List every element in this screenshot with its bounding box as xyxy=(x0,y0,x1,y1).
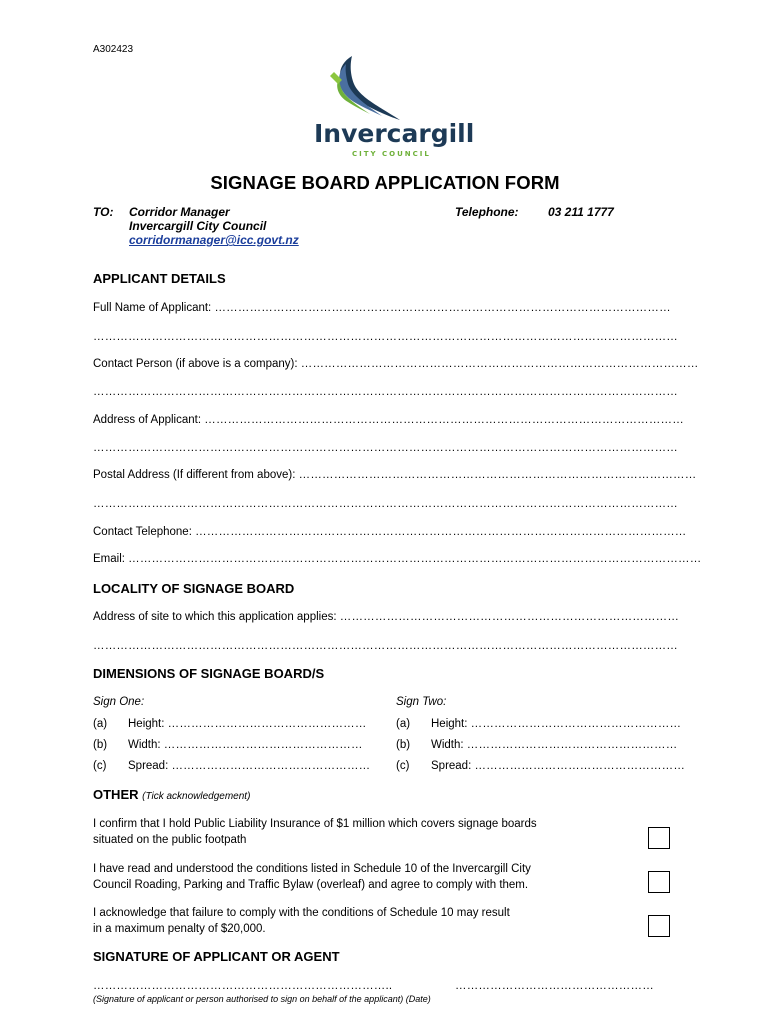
sign-one-label: Sign One: xyxy=(93,696,145,708)
sign-one-c-marker: (c) xyxy=(93,760,107,772)
height-label: Height: xyxy=(128,718,165,730)
email-label: Email: xyxy=(93,553,125,565)
sign-two-c-marker: (c) xyxy=(396,760,410,772)
address-label: Address of Applicant: xyxy=(93,414,202,426)
sign-two-width-field[interactable]: Width: ……………………………………………… xyxy=(431,739,678,751)
bylaw-statement-line2: Council Roading, Parking and Traffic Bylaw (overleaf) and agree to comply with them. xyxy=(93,879,529,891)
telephone-label: Telephone: xyxy=(455,205,519,219)
postal-address-label: Postal Address (If different from above): xyxy=(93,469,296,481)
locality-heading: LOCALITY OF SIGNAGE BOARD xyxy=(93,581,295,596)
full-name-label: Full Name of Applicant: xyxy=(93,302,212,314)
bylaw-statement-line1: I have read and understood the conditions listed in Schedule 10 of the Invercargill City xyxy=(93,863,531,875)
contact-telephone-label: Contact Telephone: xyxy=(93,526,192,538)
email-field[interactable]: Email: ………………………………………………………………………………………………………………………………… xyxy=(93,553,702,565)
signature-note: (Signature of applicant or person authorised to sign on behalf of the applicant) (Date) xyxy=(93,994,431,1004)
spread-label: Spread: xyxy=(128,760,169,772)
sign-two-label: Sign Two: xyxy=(396,696,447,708)
sign-one-b-marker: (b) xyxy=(93,739,108,751)
sign-two-spread-field[interactable]: Spread: ……………………………………………… xyxy=(431,760,686,772)
form-title: SIGNAGE BOARD APPLICATION FORM xyxy=(210,172,560,193)
contact-person-field[interactable]: Contact Person (if above is a company): ………………………………………………………………………………………… xyxy=(93,358,699,370)
penalty-statement-line2: in a maximum penalty of $20,000. xyxy=(93,923,266,935)
dimensions-heading: DIMENSIONS OF SIGNAGE BOARD/S xyxy=(93,666,325,681)
penalty-statement-line1: I acknowledge that failure to comply with the conditions of Schedule 10 may result xyxy=(93,907,510,919)
insurance-checkbox[interactable] xyxy=(648,827,670,849)
applicant-details-heading: APPLICANT DETAILS xyxy=(93,271,226,286)
recipient-organisation: Invercargill City Council xyxy=(129,219,267,233)
bylaw-checkbox[interactable] xyxy=(648,871,670,893)
signature-heading: SIGNATURE OF APPLICANT OR AGENT xyxy=(93,949,340,964)
address-field[interactable]: Address of Applicant: …………………………………………………………………………………………………………… xyxy=(93,414,684,426)
other-heading-text: OTHER xyxy=(93,787,139,802)
site-address-label: Address of site to which this application applies: xyxy=(93,611,337,623)
address-continuation-field[interactable]: …………………………………………………………………………………………………………………………………… xyxy=(93,442,678,454)
sign-two-a-marker: (a) xyxy=(396,718,411,730)
site-address-continuation-field[interactable]: …………………………………………………………………………………………………………………………………… xyxy=(93,640,678,652)
sign-one-width-field[interactable]: Width: …………………………………………… xyxy=(128,739,363,751)
recipient-email-link[interactable]: corridormanager@icc.govt.nz xyxy=(129,233,299,247)
spread-label: Spread: xyxy=(431,760,472,772)
sign-two-b-marker: (b) xyxy=(396,739,411,751)
tick-note: (Tick acknowledgement) xyxy=(142,791,251,802)
contact-person-label: Contact Person (if above is a company): xyxy=(93,358,298,370)
contact-person-continuation-field[interactable]: …………………………………………………………………………………………………………………………………… xyxy=(93,386,678,398)
signature-field[interactable]: ………………………………………………………………….. xyxy=(93,980,393,992)
logo-tagline: CITY COUNCIL xyxy=(352,150,431,158)
telephone-value: 03 211 1777 xyxy=(548,205,614,219)
other-heading xyxy=(93,787,250,802)
logo-mark-icon xyxy=(312,54,475,160)
site-address-field[interactable]: Address of site to which this application applies: …………………………………………………………………………… xyxy=(93,611,680,623)
insurance-statement xyxy=(93,816,613,848)
logo-wordmark: Invercargill xyxy=(314,119,475,148)
postal-address-field[interactable]: Postal Address (If different from above): ………………………………………………………………………………………… xyxy=(93,469,697,481)
sign-one-spread-field[interactable]: Spread: …………………………………………… xyxy=(128,760,371,772)
penalty-statement xyxy=(93,905,613,937)
recipient-name: Corridor Manager xyxy=(129,205,230,219)
insurance-statement-line1: I confirm that I hold Public Liability Insurance of $1 million which covers signage boards xyxy=(93,818,537,830)
full-name-continuation-field[interactable]: …………………………………………………………………………………………………………………………………… xyxy=(93,331,678,343)
date-field[interactable]: …………………………………………… xyxy=(455,980,654,992)
postal-address-continuation-field[interactable]: …………………………………………………………………………………………………………………………………… xyxy=(93,498,678,510)
document-reference: A302423 xyxy=(93,44,134,55)
insurance-statement-line2: situated on the public footpath xyxy=(93,834,247,846)
full-name-field[interactable]: Full Name of Applicant: ……………………………………………………………………………………………………… xyxy=(93,302,671,314)
bylaw-statement xyxy=(93,861,613,893)
council-logo xyxy=(312,54,475,160)
penalty-checkbox[interactable] xyxy=(648,915,670,937)
contact-telephone-field[interactable]: Contact Telephone: ……………………………………………………………………………………………………………… xyxy=(93,526,687,538)
width-label: Width: xyxy=(128,739,161,751)
sign-two-height-field[interactable]: Height: ……………………………………………… xyxy=(431,718,682,730)
sign-one-a-marker: (a) xyxy=(93,718,108,730)
sign-one-height-field[interactable]: Height: …………………………………………… xyxy=(128,718,367,730)
height-label: Height: xyxy=(431,718,468,730)
width-label: Width: xyxy=(431,739,464,751)
to-label: TO: xyxy=(93,205,114,219)
